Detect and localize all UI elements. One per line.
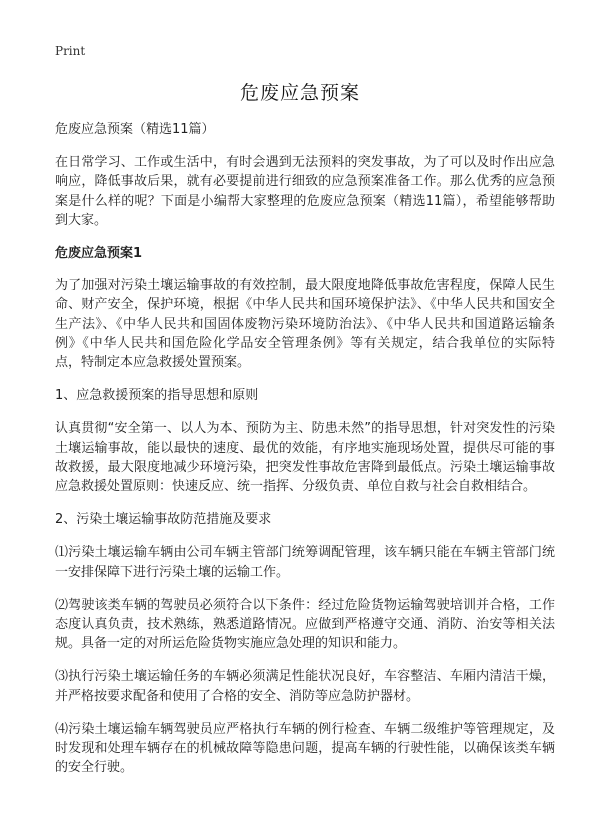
principles-paragraph: 认真贯彻“安全第一、以人为本、预防为主、防患未然”的指导思想，针对突发性的污染土壤运输事故，能以最快的速度、最优的效能，有序地实施现场处置，提供尽可能的事故救援，最大限度地减少环境污染，把突发性事故危害降到最低点。污染土壤运输事故应急救援处置原则：快速反应、统一指挥、分级负责、单位自救与社会自救相结合。 [55,421,555,495]
section-paragraph: 为了加强对污染土壤运输事故的有效控制，最大限度地降低事故危害程度，保障人民生命、财产安全，保护环境，根据《中华人民共和国环境保护法》、《中华人民共和国安全生产法》、《中华人民共和国固体废物污染环境防治法》、《中华人民共和国道路运输条例》《中华人民共和国危险化学品安全管理条例》等有关规定，结合我单位的实际特点，特制定本应急救援处置预案。 [55,278,555,371]
sub-heading-measures: 2、污染土壤运输事故防范措施及要求 [55,512,272,528]
document-body [55,120,555,791]
measure-item: ⑶执行污染土壤运输任务的车辆必须满足性能状况良好，车容整洁、车厢内清洁干燥，并严格按要求配备和使用了合格的安全、消防等应急防护器材。 [55,669,555,704]
page-title: 危废应急预案 [239,82,360,104]
measure-item: ⑴污染土壤运输车辆由公司车辆主管部门统筹调配管理，该车辆只能在车辆主管部门统一安排保障下进行污染土壤的运输工作。 [55,545,555,580]
measure-item: ⑷污染土壤运输车辆驾驶员应严格执行车辆的例行检查、车辆二级维护等管理规定，及时发现和处理车辆存在的机械故障等隐患问题，提高车辆的行驶性能，以确保该类车辆的安全行驶。 [55,721,555,776]
sub-heading-principles: 1、应急救援预案的指导思想和原则 [55,388,259,404]
print-link[interactable]: Print [55,44,86,58]
section-heading: 危废应急预案1 [55,246,143,262]
intro-paragraph: 在日常学习、工作或生活中，有时会遇到无法预料的突发事故，为了可以及时作出应急响应，降低事故后果，就有必要提前进行细致的应急预案准备工作。那么优秀的应急预案是什么样的呢？下面是小编帮大家整理的危废应急预案（精选11篇），希望能够帮助到大家。 [55,155,555,228]
document-subtitle: 危废应急预案（精选11篇） [55,122,215,137]
measure-item: ⑵驾驶该类车辆的驾驶员必须符合以下条件：经过危险货物运输驾驶培训并合格，工作态度认真负责，技术熟练，熟悉道路情况。应做到严格遵守交通、消防、治安等相关法规。具备一定的对所运危险货物实施应急处理的知识和能力。 [55,597,555,652]
